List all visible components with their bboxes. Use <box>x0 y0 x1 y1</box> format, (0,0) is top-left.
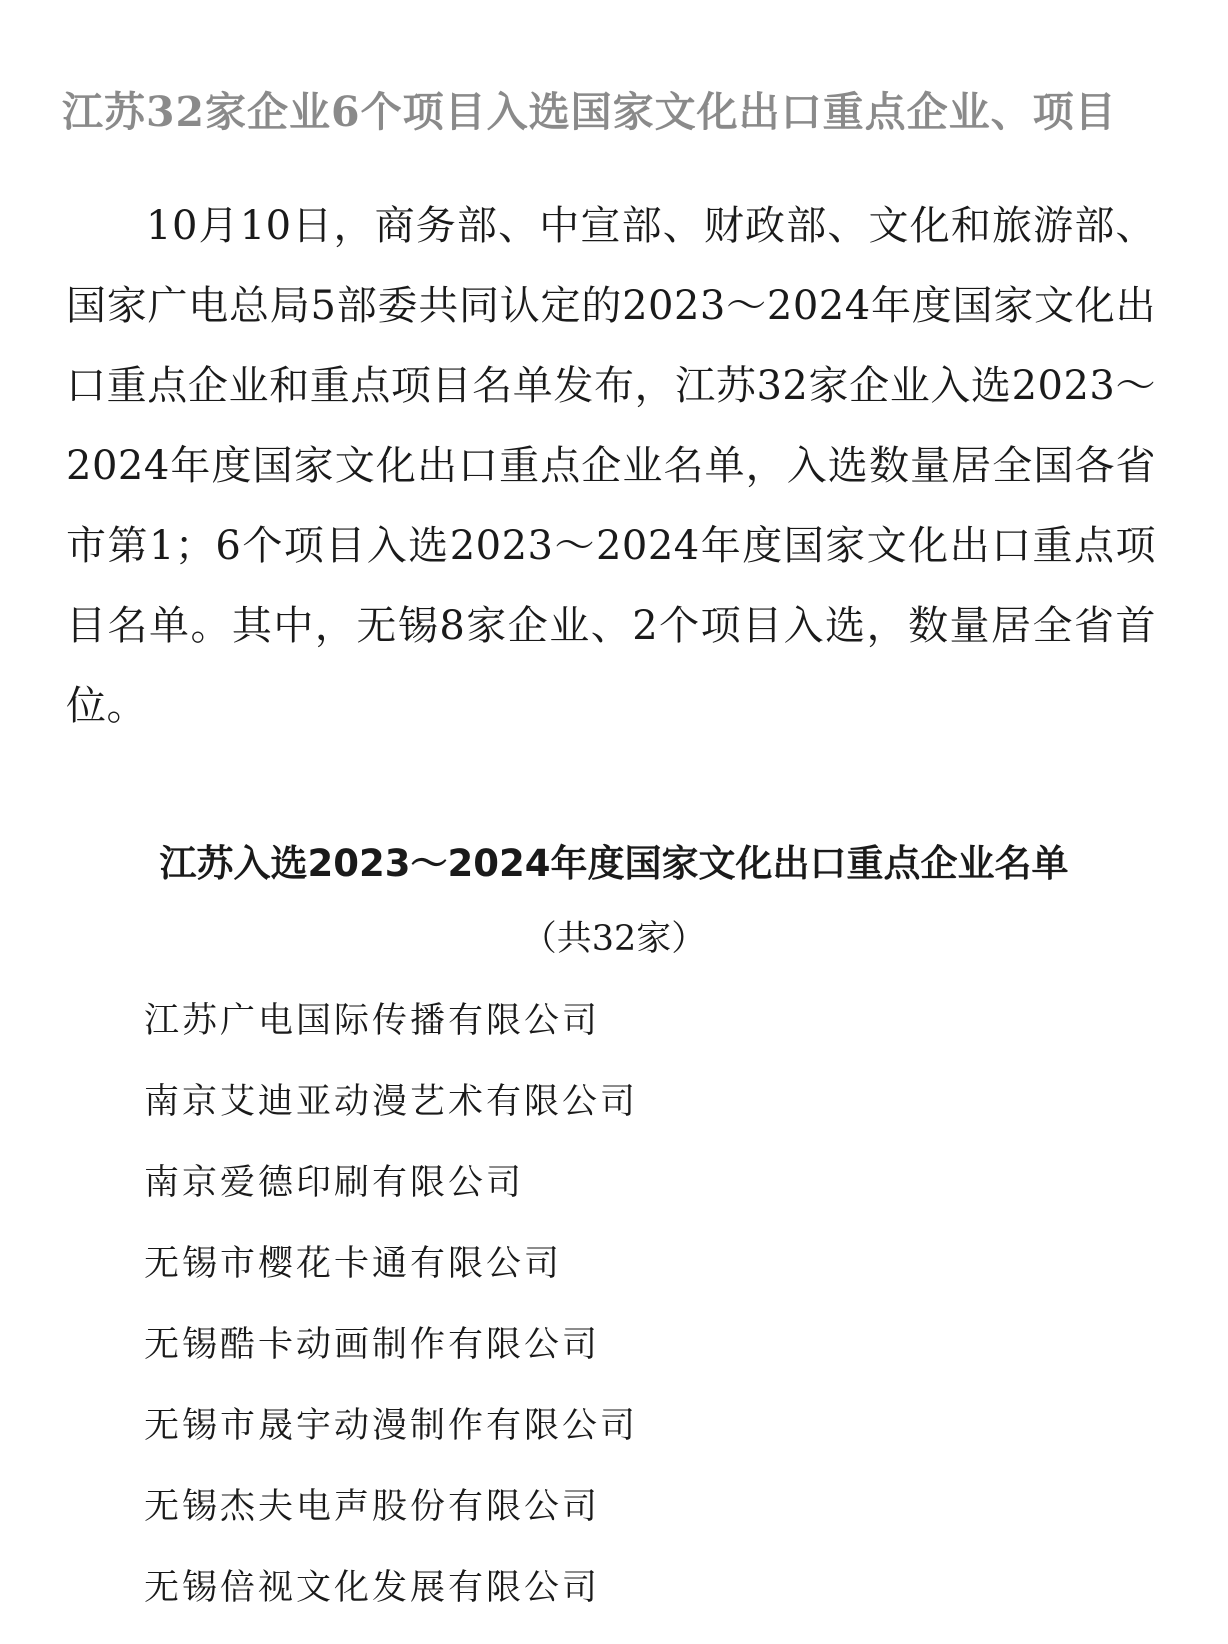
company-list-item: 无锡市樱花卡通有限公司 <box>144 1244 563 1284</box>
article-paragraph: 10月10日，商务部、中宣部、财政部、文化和旅游部、国家广电总局5部委共同认定的2023～2024年度国家文化出口重点企业和重点项目名单发布，江苏32家企业入选2023～2024年度国家文化出口重点企业名单，入选数量居全国各省市第1；6个项目入选2023～2024年度国家文化出口重点项目名单。其中，无锡8家企业、2个项目入选，数量居全省首位。 <box>66 203 1156 729</box>
company-list-item: 南京艾迪亚动漫艺术有限公司 <box>144 1082 639 1122</box>
list-title: 江苏入选2023～2024年度国家文化出口重点企业名单 <box>159 842 1069 885</box>
company-list-item: 无锡酷卡动画制作有限公司 <box>144 1325 601 1365</box>
company-list-item: 无锡杰夫电声股份有限公司 <box>144 1487 601 1527</box>
company-list-item: 无锡市晟宇动漫制作有限公司 <box>144 1406 639 1446</box>
company-list-item: 南京爱德印刷有限公司 <box>144 1163 525 1203</box>
list-subtitle: （共32家） <box>521 919 707 959</box>
company-list-item: 无锡倍视文化发展有限公司 <box>144 1568 601 1608</box>
article-headline: 江苏32家企业6个项目入选国家文化出口重点企业、项目 <box>62 88 1117 136</box>
company-list-item: 江苏广电国际传播有限公司 <box>144 1001 601 1041</box>
company-list <box>144 996 638 1644</box>
